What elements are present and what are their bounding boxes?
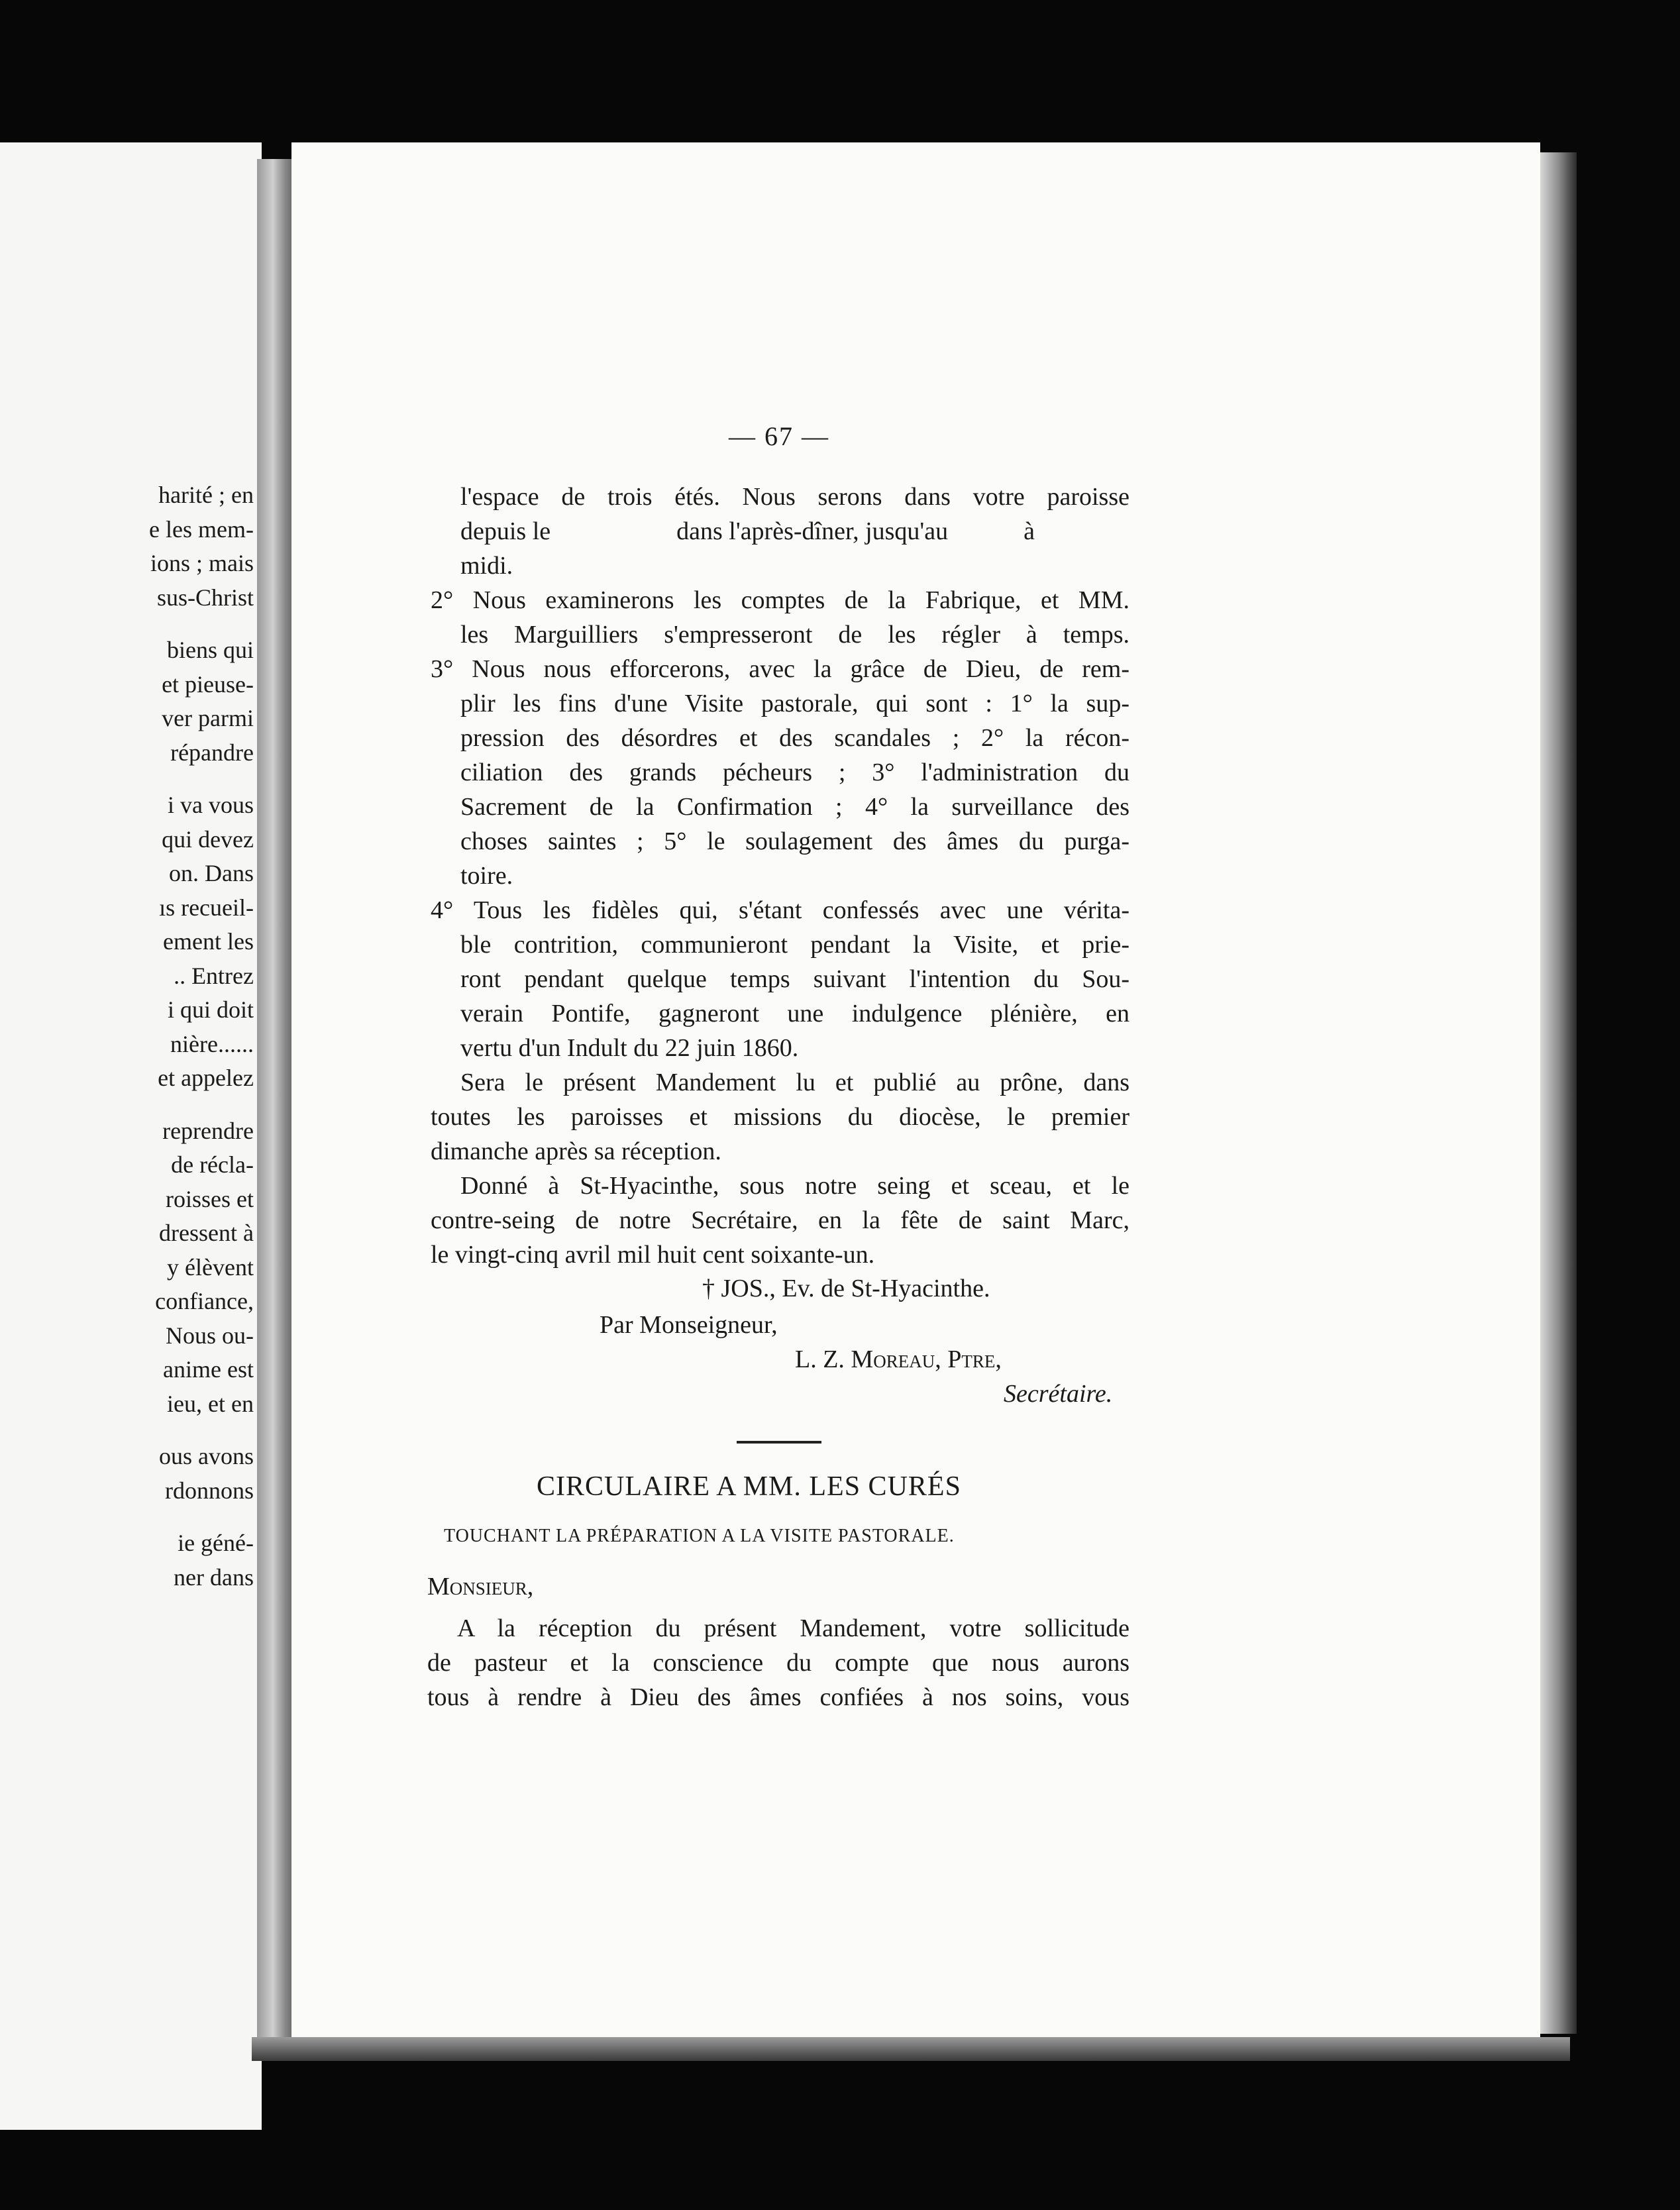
circular-subtitle: TOUCHANT LA PRÉPARATION A LA VISITE PASTORALE. [444, 1526, 955, 1546]
left-page-line: biens qui [167, 637, 254, 663]
left-page-line: ver parmi [162, 705, 254, 731]
body-line: 2° Nous examinerons les comptes de la Fabrique, et MM. [431, 586, 1129, 614]
body-line: depuis le dans l'après-dîner, jusqu'au à [460, 517, 1035, 545]
left-page-line: ement les [163, 928, 254, 955]
section-divider [737, 1441, 821, 1444]
body-line: toutes les paroisses et missions du diocèse, le premier [431, 1103, 1129, 1131]
circular-line: tous à rendre à Dieu des âmes confiées à nos soins, vous [427, 1683, 1129, 1711]
secretary-name: L. Z. Moreau, Ptre, [795, 1345, 1002, 1373]
left-page-line: Nous ou- [166, 1322, 254, 1349]
body-line: ront pendant quelque temps suivant l'intention du Sou- [460, 965, 1129, 993]
body-line: plir les fins d'une Visite pastorale, qui sont : 1° la sup- [460, 690, 1129, 717]
left-page-line: anime est [163, 1356, 254, 1383]
left-page-line: rdonnons [165, 1477, 254, 1504]
body-line: ciliation des grands pécheurs ; 3° l'administration du [460, 759, 1129, 786]
left-page-line: répandre [170, 739, 254, 766]
bottom-edge-shadow [252, 2037, 1570, 2061]
left-page-line: et pieuse- [162, 670, 254, 698]
left-page-line: ous avons [159, 1443, 254, 1469]
left-page-line: roisses et [166, 1185, 254, 1212]
left-page-line: confiance, [155, 1288, 254, 1314]
body-line: midi. [460, 552, 513, 580]
left-page-line: harité ; en [158, 482, 254, 508]
body-line: les Marguilliers s'empresseront de les régler à temps. [460, 621, 1129, 649]
body-line: l'espace de trois étés. Nous serons dans votre paroisse [460, 483, 1129, 511]
book-gutter [257, 159, 297, 2040]
left-page-line: reprendre [162, 1117, 254, 1144]
facing-page-left [0, 142, 262, 2130]
body-line: dimanche après sa réception. [431, 1137, 721, 1165]
page-number: — 67 — [729, 421, 829, 451]
circular-title: CIRCULAIRE A MM. LES CURÉS [537, 1471, 961, 1502]
left-page-line: qui devez [162, 825, 254, 853]
body-line: 4° Tous les fidèles qui, s'étant confessés avec une vérita- [431, 896, 1129, 924]
body-line: contre-seing de notre Secrétaire, en la fête de saint Marc, [431, 1206, 1129, 1234]
left-page-line: et appelez [158, 1065, 254, 1091]
left-page-line: e les mem- [149, 515, 254, 543]
left-page-line: dressent à [159, 1220, 254, 1246]
left-page-line: ner dans [174, 1563, 254, 1591]
left-page-line: ie géné- [178, 1530, 254, 1556]
left-page-line: ions ; mais [150, 550, 254, 576]
body-line: 3° Nous nous efforcerons, avec la grâce de Dieu, de rem- [431, 655, 1129, 683]
page-edge-shadow [1540, 152, 1577, 2034]
left-page-line: .. Entrez [174, 962, 254, 989]
circular-line: de pasteur et la conscience du compte que nous aurons [427, 1649, 1129, 1677]
left-page-line: ıs recueil- [159, 894, 254, 921]
body-line: Sera le présent Mandement lu et publié au prône, dans [460, 1069, 1129, 1096]
circular-line: A la réception du présent Mandement, votre sollicitude [457, 1614, 1129, 1642]
body-line: choses saintes ; 5° le soulagement des âmes du purga- [460, 827, 1129, 855]
body-line: Sacrement de la Confirmation ; 4° la surveillance des [460, 793, 1129, 821]
left-page-line: sus-Christ [156, 584, 254, 611]
left-page-line: de récla- [171, 1151, 254, 1178]
body-line: ble contrition, communieront pendant la Visite, et prie- [460, 931, 1129, 959]
salutation: Monsieur, [427, 1573, 534, 1601]
left-page-line: i qui doit [167, 996, 254, 1023]
left-page-line: y élèvent [167, 1253, 254, 1281]
left-page-line: i va vous [168, 792, 254, 818]
par-monseigneur: Par Monseigneur, [600, 1311, 778, 1339]
left-page-line: on. Dans [169, 860, 254, 886]
body-line: Donné à St-Hyacinthe, sous notre seing et sceau, et le [460, 1172, 1129, 1200]
body-line: toire. [460, 862, 513, 890]
bishop-signature: † JOS., Ev. de St-Hyacinthe. [702, 1275, 990, 1302]
secretary-title: Secrétaire. [1004, 1380, 1113, 1408]
body-line: le vingt-cinq avril mil huit cent soixante-un. [431, 1241, 875, 1269]
body-line: pression des désordres et des scandales ; 2° la récon- [460, 724, 1129, 752]
left-page-line: ieu, et en [167, 1390, 254, 1417]
body-line: vertu d'un Indult du 22 juin 1860. [460, 1034, 799, 1062]
body-line: verain Pontife, gagneront une indulgence plénière, en [460, 1000, 1129, 1027]
left-page-line: nière...... [170, 1030, 254, 1057]
